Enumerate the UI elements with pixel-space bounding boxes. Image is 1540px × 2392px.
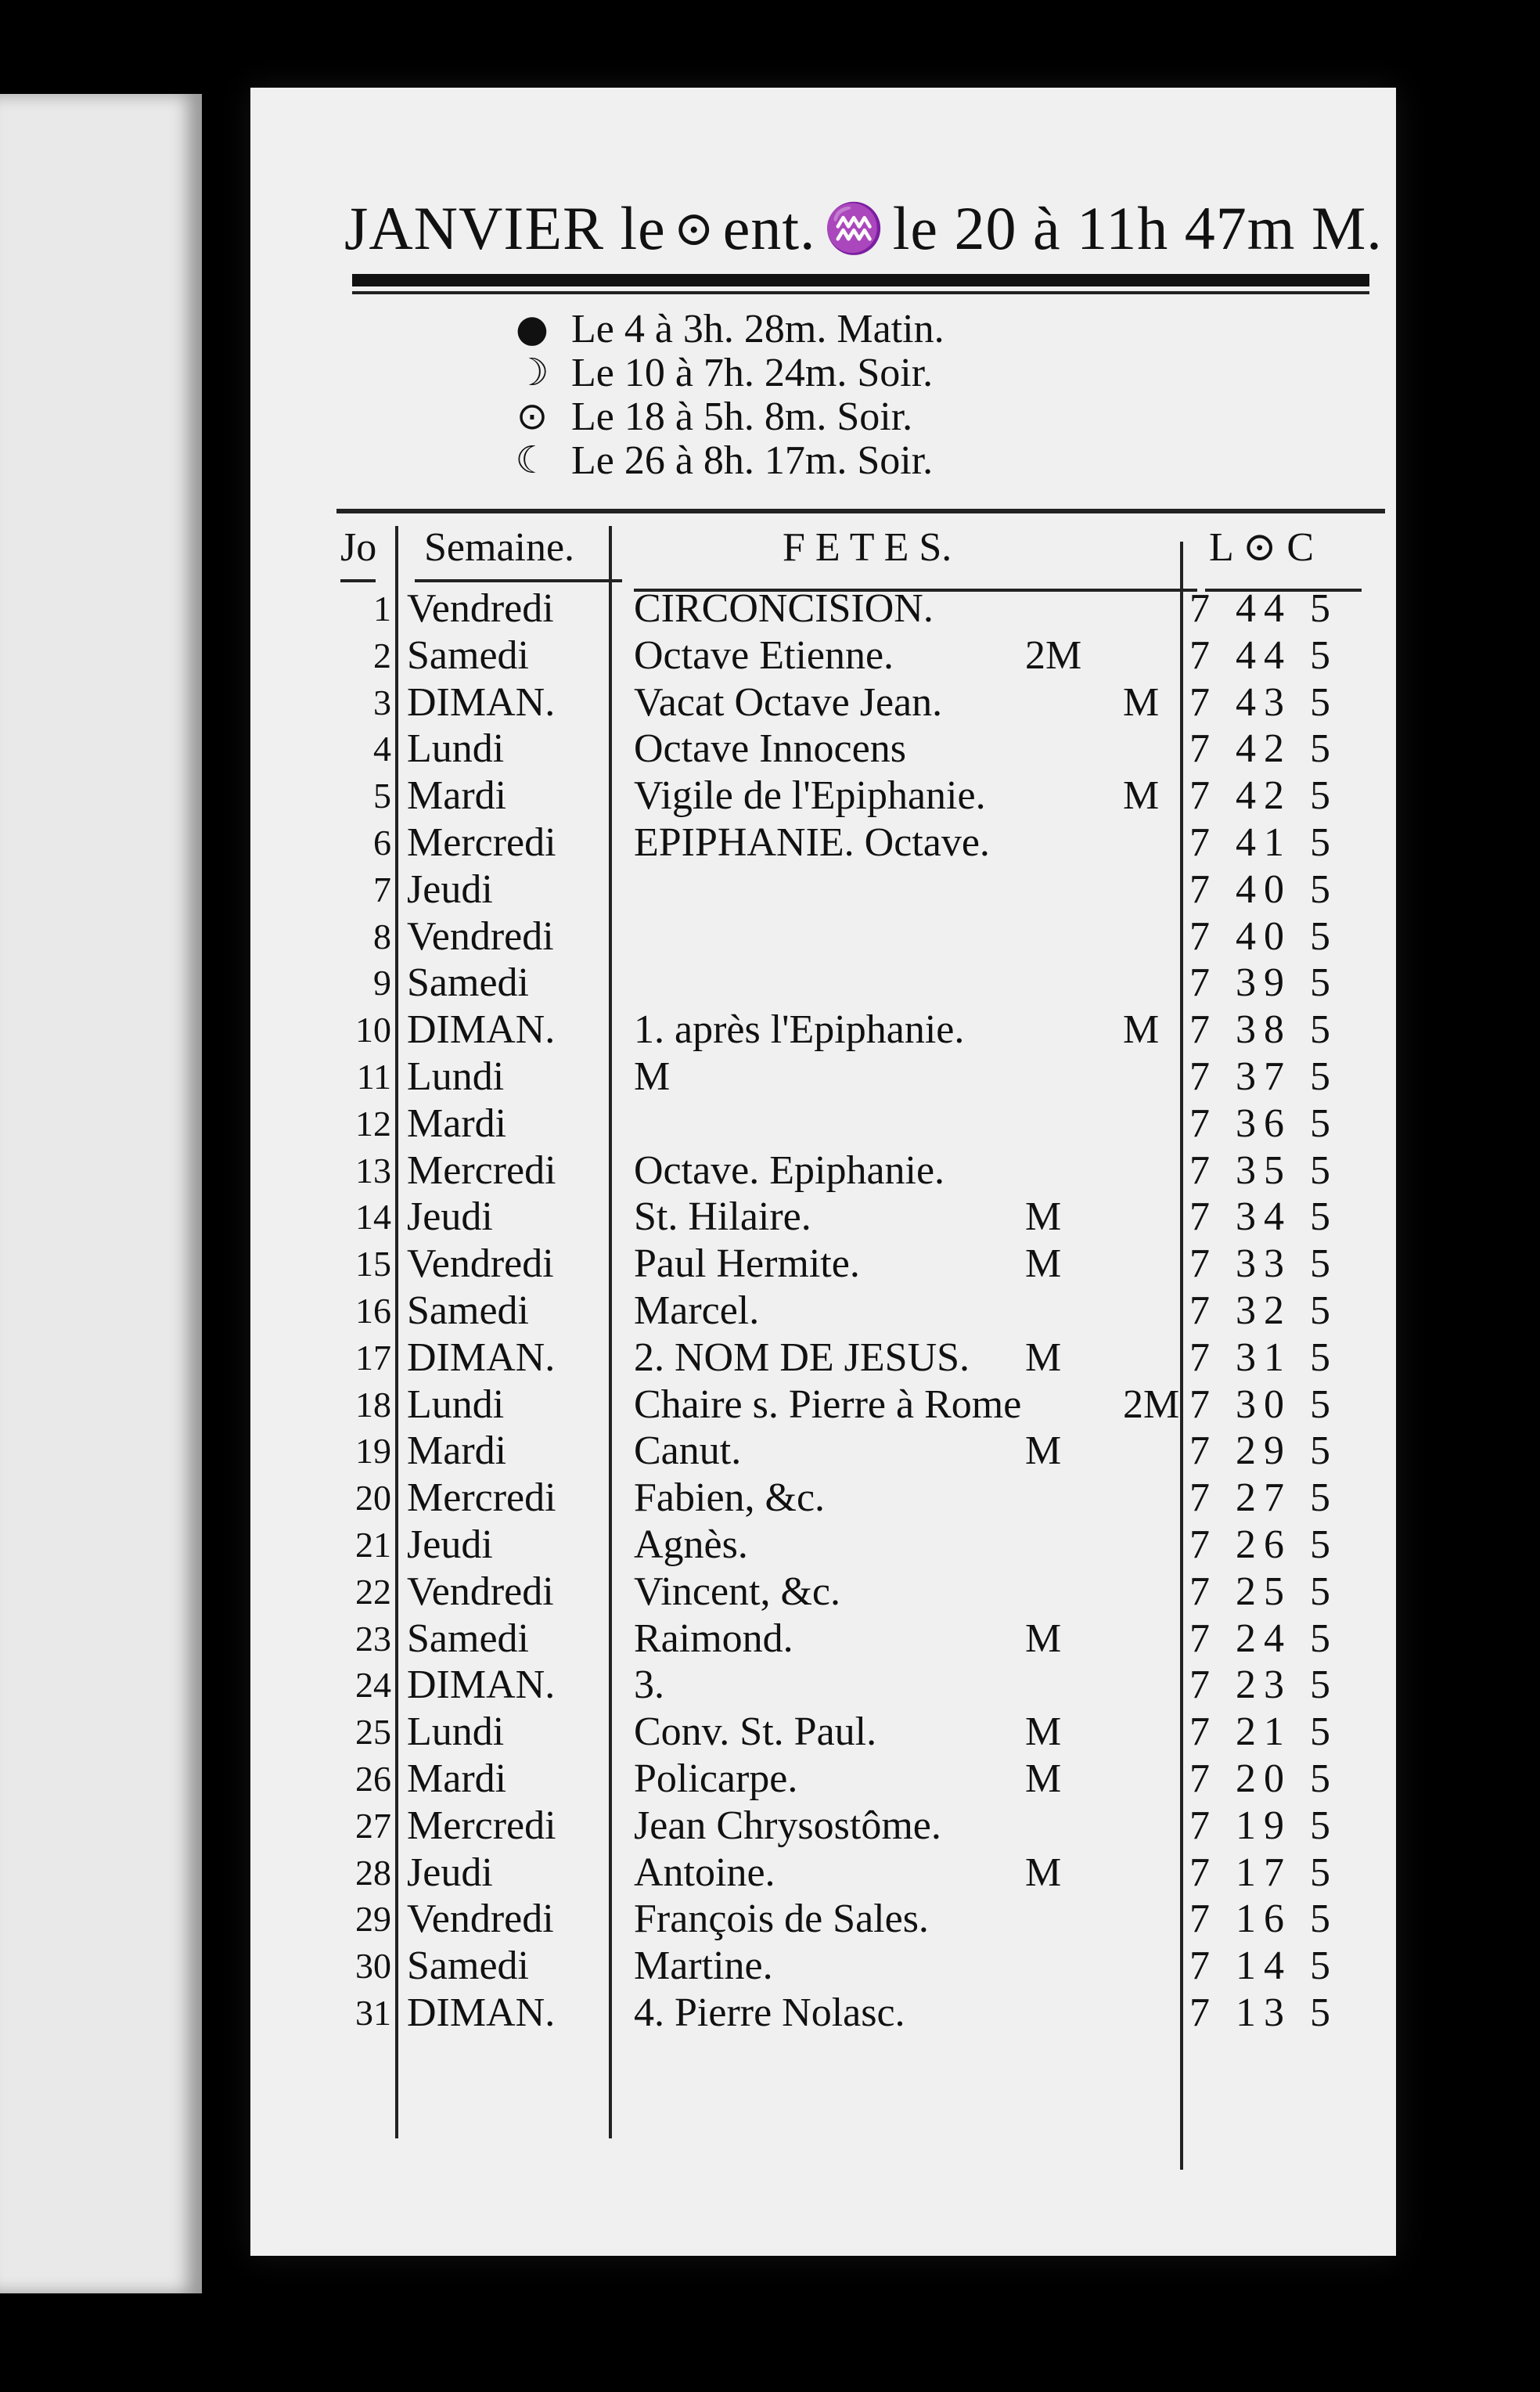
mass-mark: M xyxy=(1123,679,1160,725)
last-quarter-icon: ☾ xyxy=(515,438,549,482)
calendar-row xyxy=(250,960,1396,1007)
moon-phase-text: Le 10 à 7h. 24m. Soir. xyxy=(571,350,934,395)
sunrise-time: 7 24 5 xyxy=(1189,1616,1338,1661)
day-number: 26 xyxy=(355,1758,391,1799)
calendar-row xyxy=(250,1382,1396,1428)
feast-name: Raimond. xyxy=(634,1616,793,1661)
sunrise-time: 7 30 5 xyxy=(1189,1382,1338,1427)
sunrise-time: 7 38 5 xyxy=(1189,1007,1338,1053)
day-number: 11 xyxy=(356,1056,391,1097)
feast-name: 1. après l'Epiphanie. xyxy=(634,1007,965,1053)
feast-name: Octave Etienne. xyxy=(634,632,894,678)
feast-name: Octave Innocens xyxy=(634,726,906,772)
calendar-row xyxy=(250,726,1396,773)
weekday: Jeudi xyxy=(407,1850,493,1895)
feast-name: EPIPHANIE. Octave. xyxy=(634,820,990,865)
month-heading xyxy=(344,182,1385,276)
weekday: Mardi xyxy=(407,1756,507,1801)
col-header-sun: L ⊙ C xyxy=(1209,525,1315,570)
feast-name: CIRCONCISION. xyxy=(634,586,934,631)
full-moon-icon: ⊙ xyxy=(516,394,549,438)
weekday: DIMAN. xyxy=(407,679,556,725)
sunrise-time: 7 42 5 xyxy=(1189,773,1338,819)
calendar-row xyxy=(250,1990,1396,2037)
day-number: 3 xyxy=(373,682,391,722)
feast-name: Policarpe. xyxy=(634,1756,798,1801)
moon-phases xyxy=(509,307,1135,482)
moon-phase-text: Le 26 à 8h. 17m. Soir. xyxy=(571,438,934,483)
sunrise-time: 7 17 5 xyxy=(1189,1850,1338,1895)
weekday: Mardi xyxy=(407,773,507,819)
day-number: 24 xyxy=(355,1665,391,1706)
calendar-row xyxy=(250,1662,1396,1709)
day-number: 18 xyxy=(355,1384,391,1425)
calendar-row xyxy=(250,1616,1396,1663)
weekday: Jeudi xyxy=(407,866,493,912)
weekday: Samedi xyxy=(407,1288,529,1333)
sunrise-time: 7 19 5 xyxy=(1189,1803,1338,1848)
calendar-row xyxy=(250,1335,1396,1382)
calendar-rows xyxy=(250,585,1396,2037)
feast-name: Jean Chrysostôme. xyxy=(634,1803,941,1848)
feast-name: Agnès. xyxy=(634,1522,748,1567)
day-number: 19 xyxy=(355,1431,391,1472)
day-number: 22 xyxy=(355,1571,391,1612)
day-number: 17 xyxy=(355,1337,391,1378)
sunrise-time: 7 34 5 xyxy=(1189,1194,1338,1240)
weekday: Vendredi xyxy=(407,586,554,631)
calendar-row xyxy=(250,1850,1396,1897)
sunrise-time: 7 35 5 xyxy=(1189,1147,1338,1193)
day-number: 15 xyxy=(355,1244,391,1284)
mass-mark: M xyxy=(1025,1241,1062,1287)
weekday: Samedi xyxy=(407,1616,529,1661)
day-number: 6 xyxy=(373,822,391,863)
mass-mark: M xyxy=(1025,1850,1062,1895)
sunrise-time: 7 29 5 xyxy=(1189,1428,1338,1474)
mass-mark: 2M xyxy=(1025,632,1082,678)
first-quarter-icon: ☽ xyxy=(515,351,549,394)
sunrise-time: 7 23 5 xyxy=(1189,1663,1338,1708)
calendar-row xyxy=(250,913,1396,960)
almanac-page xyxy=(250,88,1396,2256)
mass-mark: M xyxy=(1123,773,1160,819)
weekday: Vendredi xyxy=(407,913,554,959)
sunrise-time: 7 20 5 xyxy=(1189,1756,1338,1801)
heading-text-b: ent. xyxy=(722,194,816,262)
weekday: DIMAN. xyxy=(407,1335,556,1380)
weekday: Lundi xyxy=(407,726,505,772)
calendar-row xyxy=(250,679,1396,726)
feast-name: Antoine. xyxy=(634,1850,775,1895)
header-underline-week xyxy=(415,579,622,582)
heading-rule-thin xyxy=(352,291,1369,294)
aquarius-icon: ♒ xyxy=(823,202,885,256)
calendar-row xyxy=(250,1101,1396,1147)
day-number: 23 xyxy=(355,1618,391,1659)
calendar-row xyxy=(250,1569,1396,1616)
weekday: Lundi xyxy=(407,1054,505,1099)
feast-name: Vigile de l'Epiphanie. xyxy=(634,773,986,819)
mass-mark: M xyxy=(1025,1616,1062,1661)
weekday: Vendredi xyxy=(407,1569,554,1614)
sunrise-time: 7 37 5 xyxy=(1189,1054,1338,1099)
day-number: 9 xyxy=(373,963,391,1003)
weekday: DIMAN. xyxy=(407,1663,556,1708)
feast-name: Vincent, &c. xyxy=(634,1569,841,1614)
weekday: Mercredi xyxy=(407,820,556,865)
weekday: Vendredi xyxy=(407,1897,554,1942)
mass-mark: 2M xyxy=(1123,1382,1180,1427)
sunrise-time: 7 36 5 xyxy=(1189,1101,1338,1146)
calendar-row xyxy=(250,1522,1396,1569)
day-number: 5 xyxy=(373,776,391,816)
sunrise-time: 7 13 5 xyxy=(1189,1990,1338,2035)
weekday: Jeudi xyxy=(407,1522,493,1567)
weekday: Mardi xyxy=(407,1428,507,1474)
mass-mark: M xyxy=(1025,1756,1062,1801)
heading-rule xyxy=(352,274,1369,286)
sunrise-time: 7 44 5 xyxy=(1189,586,1338,631)
day-number: 13 xyxy=(355,1150,391,1191)
calendar-row xyxy=(250,1428,1396,1475)
calendar-row xyxy=(250,773,1396,820)
calendar-row xyxy=(250,1475,1396,1522)
weekday: Samedi xyxy=(407,960,529,1006)
calendar-row xyxy=(250,1288,1396,1335)
calendar-row xyxy=(250,820,1396,866)
mass-mark: M xyxy=(1025,1428,1062,1474)
moon-phase-text: Le 18 à 5h. 8m. Soir. xyxy=(571,394,913,439)
feast-name: Chaire s. Pierre à Rome xyxy=(634,1382,1022,1427)
calendar-row xyxy=(250,1943,1396,1990)
calendar-row xyxy=(250,1194,1396,1241)
feast-name: 3. xyxy=(634,1663,664,1708)
header-underline-day xyxy=(340,579,376,582)
sunrise-time: 7 40 5 xyxy=(1189,866,1338,912)
feast-name: Conv. St. Paul. xyxy=(634,1709,877,1755)
feast-name: Vacat Octave Jean. xyxy=(634,679,943,725)
weekday: Samedi xyxy=(407,632,529,678)
sunrise-time: 7 41 5 xyxy=(1189,820,1338,865)
feast-name: Paul Hermite. xyxy=(634,1241,860,1287)
calendar-row xyxy=(250,585,1396,632)
col-header-week: Semaine. xyxy=(424,524,575,570)
day-number: 14 xyxy=(355,1197,391,1237)
moon-phase-text: Le 4 à 3h. 28m. Matin. xyxy=(571,306,945,351)
sunrise-time: 7 27 5 xyxy=(1189,1475,1338,1521)
col-header-day: Jo xyxy=(340,524,377,570)
calendar-row xyxy=(250,1756,1396,1803)
day-number: 25 xyxy=(355,1712,391,1753)
phases-divider xyxy=(336,509,1385,513)
day-number: 30 xyxy=(355,1946,391,1987)
calendar-row xyxy=(250,1007,1396,1054)
sunrise-time: 7 42 5 xyxy=(1189,726,1338,772)
moon-phase-line xyxy=(509,351,1135,394)
calendar-row xyxy=(250,1709,1396,1756)
sun-icon: ⊙ xyxy=(673,203,715,256)
moon-phase-line xyxy=(509,307,1135,351)
day-number: 2 xyxy=(373,635,391,675)
day-number: 16 xyxy=(355,1290,391,1331)
day-number: 4 xyxy=(373,729,391,769)
facing-page-edge xyxy=(0,94,202,2293)
feast-name: Martine. xyxy=(634,1944,773,1989)
mass-mark: M xyxy=(1123,1007,1160,1053)
day-number: 28 xyxy=(355,1852,391,1893)
feast-name: St. Hilaire. xyxy=(634,1194,811,1240)
sunrise-time: 7 21 5 xyxy=(1189,1709,1338,1755)
sunrise-time: 7 40 5 xyxy=(1189,913,1338,959)
weekday: Vendredi xyxy=(407,1241,554,1287)
sunrise-time: 7 26 5 xyxy=(1189,1522,1338,1567)
day-number: 8 xyxy=(373,916,391,956)
mass-mark: M xyxy=(1025,1709,1062,1755)
feast-name: Fabien, &c. xyxy=(634,1475,826,1521)
sunrise-time: 7 39 5 xyxy=(1189,960,1338,1006)
day-number: 21 xyxy=(355,1524,391,1565)
sunrise-time: 7 14 5 xyxy=(1189,1944,1338,1989)
calendar-row xyxy=(250,1241,1396,1288)
day-number: 12 xyxy=(355,1103,391,1144)
feast-name: Octave. Epiphanie. xyxy=(634,1147,945,1193)
moon-phase-line xyxy=(509,394,1135,438)
feast-name: Canut. xyxy=(634,1428,742,1474)
day-number: 31 xyxy=(355,1992,391,2033)
col-header-fetes: F E T E S. xyxy=(783,524,952,570)
weekday: Mardi xyxy=(407,1101,507,1146)
weekday: Mercredi xyxy=(407,1803,556,1848)
calendar-row xyxy=(250,866,1396,913)
heading-text-a: le xyxy=(620,194,666,262)
weekday: Jeudi xyxy=(407,1194,493,1240)
calendar-row xyxy=(250,1147,1396,1194)
weekday: Lundi xyxy=(407,1709,505,1755)
day-number: 1 xyxy=(373,589,391,629)
day-number: 27 xyxy=(355,1805,391,1846)
weekday: Mercredi xyxy=(407,1147,556,1193)
sunrise-time: 7 44 5 xyxy=(1189,632,1338,678)
feast-name: Marcel. xyxy=(634,1288,760,1333)
day-number: 10 xyxy=(355,1010,391,1050)
day-number: 20 xyxy=(355,1478,391,1518)
mass-mark: M xyxy=(1025,1194,1062,1240)
sunrise-time: 7 33 5 xyxy=(1189,1241,1338,1287)
sunrise-time: 7 16 5 xyxy=(1189,1897,1338,1942)
weekday: Samedi xyxy=(407,1944,529,1989)
weekday: Lundi xyxy=(407,1382,505,1427)
feast-name: 4. Pierre Nolasc. xyxy=(634,1990,905,2035)
feast-name: François de Sales. xyxy=(634,1897,929,1942)
sunrise-time: 7 31 5 xyxy=(1189,1335,1338,1380)
day-number: 29 xyxy=(355,1899,391,1940)
weekday: DIMAN. xyxy=(407,1990,556,2035)
calendar-row xyxy=(250,1896,1396,1943)
day-number: 7 xyxy=(373,869,391,910)
feast-name: M xyxy=(634,1054,671,1099)
new-moon-icon: ● xyxy=(516,307,549,351)
weekday: DIMAN. xyxy=(407,1007,556,1053)
heading-text-c: le 20 à 11h 47m M. xyxy=(892,194,1383,262)
sunrise-time: 7 25 5 xyxy=(1189,1569,1338,1614)
calendar-row xyxy=(250,1803,1396,1850)
calendar-row xyxy=(250,1054,1396,1101)
sunrise-time: 7 43 5 xyxy=(1189,679,1338,725)
weekday: Mercredi xyxy=(407,1475,556,1521)
mass-mark: M xyxy=(1025,1335,1062,1380)
sunrise-time: 7 32 5 xyxy=(1189,1288,1338,1333)
calendar-row xyxy=(250,632,1396,679)
moon-phase-line xyxy=(509,438,1135,482)
feast-name: 2. NOM DE JESUS. xyxy=(634,1335,970,1380)
month-name: JANVIER xyxy=(344,194,604,262)
